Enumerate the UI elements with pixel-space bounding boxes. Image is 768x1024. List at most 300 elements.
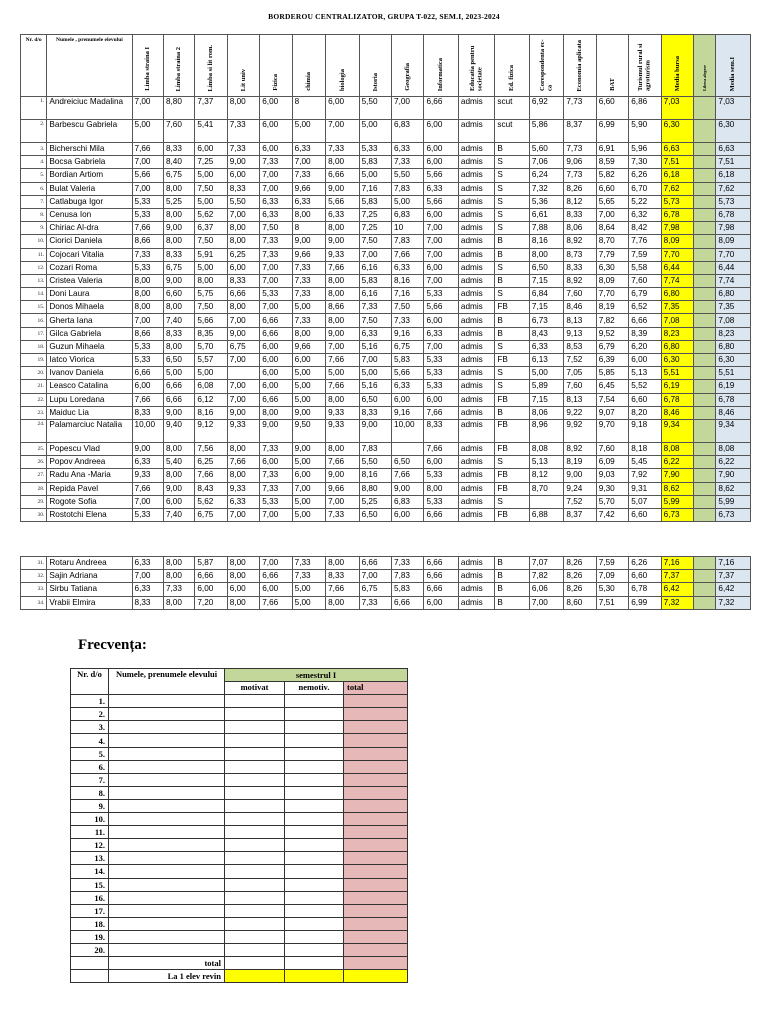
grade-cell <box>694 288 716 301</box>
grade-cell: 6,66 <box>424 570 458 583</box>
student-row <box>21 596 751 609</box>
freq-name-cell[interactable] <box>109 813 225 826</box>
frequency-row <box>71 943 408 956</box>
freq-total-cell[interactable] <box>344 786 408 799</box>
freq-value-cell[interactable] <box>225 891 285 904</box>
freq-total-cell[interactable] <box>344 943 408 956</box>
grade-cell: 6,19 <box>661 380 693 393</box>
grade-cell: 5,16 <box>359 340 391 353</box>
freq-total-cell[interactable] <box>344 826 408 839</box>
grade-cell: 6,33 <box>260 208 292 221</box>
grade-cell: 8,09 <box>716 235 751 248</box>
grade-cell: 7,33 <box>392 557 424 570</box>
grade-cell: 7,00 <box>260 301 292 314</box>
freq-row-number: 5. <box>71 747 109 760</box>
grade-cell: 6,00 <box>629 354 661 367</box>
grade-cell: 7,37 <box>195 97 227 120</box>
frequency-row <box>71 839 408 852</box>
grade-cell: 7,83 <box>392 182 424 195</box>
grade-cell: 5,85 <box>596 367 628 380</box>
freq-total-cell[interactable] <box>344 865 408 878</box>
freq-value-cell[interactable] <box>225 943 285 956</box>
grade-cell: 5,41 <box>195 120 227 143</box>
freq-value-cell[interactable] <box>285 878 344 891</box>
freq-value-cell[interactable] <box>225 917 285 930</box>
freq-total-cell[interactable] <box>344 721 408 734</box>
freq-total-cell[interactable] <box>344 773 408 786</box>
freq-value-cell[interactable] <box>285 957 344 970</box>
grade-cell: 7,16 <box>661 557 693 570</box>
grade-cell: 5,51 <box>716 367 751 380</box>
freq-total-cell[interactable] <box>344 799 408 812</box>
freq-name-cell[interactable] <box>109 721 225 734</box>
name-header: Numele , prenumele elevului <box>47 35 132 97</box>
grade-cell: 5,33 <box>132 261 163 274</box>
freq-name-cell[interactable] <box>109 878 225 891</box>
freq-value-cell[interactable] <box>225 773 285 786</box>
grade-cell: 5,07 <box>629 495 661 508</box>
grade-cell: 8,33 <box>132 406 163 419</box>
grade-cell: 7,03 <box>661 97 693 120</box>
student-name: Gherta Iana <box>47 314 132 327</box>
freq-total-cell[interactable] <box>344 747 408 760</box>
row-number: 27. <box>21 469 47 482</box>
grade-cell: 5,00 <box>359 120 391 143</box>
grade-cell: 7,00 <box>392 97 424 120</box>
row-number: 17. <box>21 327 47 340</box>
grade-cell: 7,33 <box>292 169 325 182</box>
grade-cell: 8,00 <box>163 596 194 609</box>
grade-cell: 7,52 <box>564 495 596 508</box>
subject-header: Limba si lit rom. <box>195 35 227 97</box>
grade-cell: 9,92 <box>564 419 596 442</box>
row-number: 5. <box>21 169 47 182</box>
grade-cell: 6,00 <box>292 354 325 367</box>
row-number: 2. <box>21 120 47 143</box>
freq-value-cell[interactable] <box>285 708 344 721</box>
grade-cell: 7,00 <box>132 156 163 169</box>
freq-row-number: 11. <box>71 826 109 839</box>
grade-cell: 7,08 <box>716 314 751 327</box>
student-row <box>21 495 751 508</box>
grade-cell: 8,16 <box>529 235 563 248</box>
grade-cell: 5,33 <box>359 143 391 156</box>
freq-name-cell[interactable] <box>109 695 225 708</box>
grade-cell: 6,75 <box>195 508 227 521</box>
row-number: 19. <box>21 354 47 367</box>
student-row <box>21 143 751 156</box>
freq-value-cell[interactable] <box>225 839 285 852</box>
grade-cell: 6,99 <box>596 120 628 143</box>
freq-row-number: 8. <box>71 786 109 799</box>
freq-total-cell[interactable] <box>344 878 408 891</box>
student-row <box>21 97 751 120</box>
grade-cell: admis <box>458 182 495 195</box>
grade-cell: 5,73 <box>716 195 751 208</box>
grade-cell: 6,73 <box>661 508 693 521</box>
grade-cell: B <box>495 314 529 327</box>
freq-value-cell[interactable] <box>225 930 285 943</box>
freq-value-cell[interactable] <box>285 904 344 917</box>
grade-cell: 8,00 <box>227 557 259 570</box>
grade-cell: 6,50 <box>359 508 391 521</box>
student-name: Repida Pavel <box>47 482 132 495</box>
grade-cell: 9,07 <box>596 406 628 419</box>
grade-cell: 5,50 <box>227 195 259 208</box>
grade-cell: 5,83 <box>392 354 424 367</box>
grade-cell: S <box>495 222 529 235</box>
freq-total-cell[interactable] <box>344 760 408 773</box>
freq-name-cell[interactable] <box>109 865 225 878</box>
freq-value-cell[interactable] <box>285 917 344 930</box>
grade-cell: 7,00 <box>132 314 163 327</box>
grade-cell: 5,40 <box>163 456 194 469</box>
freq-value-cell[interactable] <box>225 747 285 760</box>
grade-cell <box>694 156 716 169</box>
freq-total-cell[interactable] <box>344 904 408 917</box>
grade-cell: 7,25 <box>359 208 391 221</box>
grade-cell: 5,73 <box>661 195 693 208</box>
grade-cell: 6,09 <box>596 456 628 469</box>
grade-cell: 8,08 <box>661 442 693 455</box>
freq-value-cell[interactable] <box>225 813 285 826</box>
freq-value-cell[interactable] <box>225 957 285 970</box>
grade-cell: S <box>495 495 529 508</box>
grade-cell: S <box>495 182 529 195</box>
freq-name-cell[interactable] <box>109 734 225 747</box>
student-name: Sirbu Tatiana <box>47 583 132 596</box>
grade-cell: 5,30 <box>596 583 628 596</box>
grade-cell: admis <box>458 482 495 495</box>
student-row <box>21 301 751 314</box>
grade-cell: 8,00 <box>163 570 194 583</box>
grade-cell: 8,00 <box>326 596 359 609</box>
row-number: 13. <box>21 274 47 287</box>
grade-cell: admis <box>458 583 495 596</box>
freq-total-cell[interactable] <box>344 970 408 983</box>
freq-value-cell[interactable] <box>285 695 344 708</box>
grade-cell: 6,00 <box>326 97 359 120</box>
student-name: Palamarciuc Natalia <box>47 419 132 442</box>
grade-cell: 5,00 <box>326 367 359 380</box>
grade-cell: 7,66 <box>326 456 359 469</box>
grade-cell: 6,50 <box>359 393 391 406</box>
grade-cell: 6,33 <box>260 195 292 208</box>
freq-value-cell[interactable] <box>225 852 285 865</box>
grade-cell: 6,78 <box>716 393 751 406</box>
grade-cell: 8,46 <box>564 301 596 314</box>
freq-total-cell[interactable] <box>344 813 408 826</box>
grade-cell: B <box>495 557 529 570</box>
grade-cell: 6,33 <box>132 456 163 469</box>
freq-value-cell[interactable] <box>285 734 344 747</box>
grade-cell: 6,66 <box>163 380 194 393</box>
freq-total-cell[interactable] <box>344 891 408 904</box>
freq-value-cell[interactable] <box>285 839 344 852</box>
freq-name-cell[interactable] <box>109 839 225 852</box>
row-number: 6. <box>21 182 47 195</box>
grade-cell: FB <box>495 419 529 442</box>
grade-cell: 7,00 <box>260 508 292 521</box>
grade-cell: 6,83 <box>392 208 424 221</box>
freq-total-cell[interactable] <box>344 734 408 747</box>
grade-cell: 7,54 <box>596 393 628 406</box>
grade-cell: 10,00 <box>392 419 424 442</box>
grade-cell: 7,00 <box>424 274 458 287</box>
grade-cell: 7,79 <box>596 248 628 261</box>
student-name: Iatco Viorica <box>47 354 132 367</box>
student-row <box>21 380 751 393</box>
grade-cell: 6,33 <box>132 557 163 570</box>
nemotivat-header: nemotiv. <box>285 682 344 695</box>
grade-cell: 5,99 <box>716 495 751 508</box>
freq-value-cell[interactable] <box>225 721 285 734</box>
grade-cell <box>694 367 716 380</box>
grade-cell: 7,09 <box>596 570 628 583</box>
grade-cell: 6,00 <box>424 393 458 406</box>
student-name: Rostotchi Elena <box>47 508 132 521</box>
freq-value-cell[interactable] <box>225 970 285 983</box>
freq-name-cell[interactable] <box>109 708 225 721</box>
grade-cell: 7,00 <box>292 482 325 495</box>
grade-cell: 5,51 <box>661 367 693 380</box>
freq-name-cell[interactable] <box>109 826 225 839</box>
freq-value-cell[interactable] <box>285 852 344 865</box>
grade-cell: 9,33 <box>227 419 259 442</box>
freq-row-number: 2. <box>71 708 109 721</box>
freq-value-cell[interactable] <box>225 695 285 708</box>
grade-cell: 7,66 <box>260 596 292 609</box>
grade-cell: 9,18 <box>629 419 661 442</box>
student-row <box>21 120 751 143</box>
freq-name-cell[interactable] <box>109 891 225 904</box>
grade-cell: 7,33 <box>292 288 325 301</box>
grade-cell: admis <box>458 169 495 182</box>
freq-name-cell[interactable] <box>109 904 225 917</box>
grade-cell: 5,22 <box>629 195 661 208</box>
grade-cell: 9,00 <box>163 482 194 495</box>
grade-cell: 8,00 <box>424 482 458 495</box>
grade-cell: 8,00 <box>132 301 163 314</box>
grade-cell: 6,50 <box>163 354 194 367</box>
grade-cell: 7,00 <box>260 182 292 195</box>
grade-cell: 8,33 <box>227 182 259 195</box>
grade-cell: 8,08 <box>529 442 563 455</box>
freq-value-cell[interactable] <box>285 747 344 760</box>
row-number: 25. <box>21 442 47 455</box>
freq-name-cell[interactable] <box>109 773 225 786</box>
grade-cell: 5,33 <box>260 495 292 508</box>
freq-total-cell[interactable] <box>344 930 408 943</box>
student-row <box>21 393 751 406</box>
grade-cell: 8,37 <box>564 508 596 521</box>
row-number: 33. <box>21 583 47 596</box>
grade-cell: B <box>495 406 529 419</box>
freq-row-number: 15. <box>71 878 109 891</box>
freq-value-cell[interactable] <box>225 865 285 878</box>
grade-cell: 8,96 <box>529 419 563 442</box>
grade-cell: admis <box>458 314 495 327</box>
frequency-row <box>71 760 408 773</box>
freq-total-cell[interactable] <box>344 695 408 708</box>
grade-cell: 8,00 <box>326 557 359 570</box>
grade-cell: 5,66 <box>195 314 227 327</box>
student-name: Rotaru Andreea <box>47 557 132 570</box>
grade-cell: 8,66 <box>132 235 163 248</box>
grade-cell: 5,50 <box>392 169 424 182</box>
freq-name-cell[interactable] <box>109 760 225 773</box>
grade-cell: 6,13 <box>529 354 563 367</box>
student-name: Cenusa Ion <box>47 208 132 221</box>
student-name: Cojocari Vitalia <box>47 248 132 261</box>
grade-cell: 8,00 <box>227 222 259 235</box>
grade-cell: 5,82 <box>596 169 628 182</box>
student-name: Popov Andreea <box>47 456 132 469</box>
grade-cell: 9,00 <box>392 482 424 495</box>
grade-cell: 5,83 <box>359 156 391 169</box>
freq-name-cell[interactable] <box>109 943 225 956</box>
freq-value-cell[interactable] <box>285 943 344 956</box>
grade-cell: 5,00 <box>292 380 325 393</box>
grade-cell: 8,16 <box>195 406 227 419</box>
student-name: Bordian Artiom <box>47 169 132 182</box>
freq-value-cell[interactable] <box>285 865 344 878</box>
grade-cell: 7,66 <box>132 482 163 495</box>
grade-cell: 6,00 <box>163 495 194 508</box>
grade-cell: 6,25 <box>195 456 227 469</box>
freq-total-cell[interactable] <box>344 708 408 721</box>
grade-cell: 6,00 <box>260 583 292 596</box>
grade-cell: 7,56 <box>195 442 227 455</box>
grade-cell: 9,16 <box>392 327 424 340</box>
grade-cell: S <box>495 195 529 208</box>
grade-cell: 9,00 <box>326 469 359 482</box>
grade-cell: 6,66 <box>424 557 458 570</box>
grade-cell: 7,82 <box>596 314 628 327</box>
freq-total-cell[interactable] <box>344 839 408 852</box>
grade-cell: 7,33 <box>292 314 325 327</box>
freq-name-cell[interactable] <box>109 930 225 943</box>
grade-cell <box>694 419 716 442</box>
grade-cell: 7,74 <box>716 274 751 287</box>
grade-cell: admis <box>458 469 495 482</box>
row-number: 30. <box>21 508 47 521</box>
grade-cell: 8,12 <box>564 195 596 208</box>
freq-value-cell[interactable] <box>285 930 344 943</box>
subject-header: biologia <box>326 35 359 97</box>
grade-cell <box>694 195 716 208</box>
subject-header: Geografia <box>392 35 424 97</box>
grade-cell: B <box>495 274 529 287</box>
subject-header: BAT <box>596 35 628 97</box>
freq-value-cell[interactable] <box>285 970 344 983</box>
grade-cell: 8,33 <box>163 327 194 340</box>
grade-cell: 9,00 <box>227 406 259 419</box>
grade-cell: 5,90 <box>629 120 661 143</box>
grade-cell: 5,00 <box>292 596 325 609</box>
grade-cell: 8,00 <box>227 469 259 482</box>
grade-cell: 7,50 <box>260 222 292 235</box>
grade-cell: 6,08 <box>195 380 227 393</box>
freq-value-cell[interactable] <box>285 760 344 773</box>
grade-cell: 8 <box>292 222 325 235</box>
freq-value-cell[interactable] <box>285 891 344 904</box>
grade-cell: admis <box>458 406 495 419</box>
freq-value-cell[interactable] <box>285 826 344 839</box>
freq-total-cell[interactable] <box>344 917 408 930</box>
student-row <box>21 419 751 442</box>
grade-cell: 7,37 <box>716 570 751 583</box>
grade-cell: 9,00 <box>163 222 194 235</box>
grade-cell: 8,00 <box>227 97 259 120</box>
freq-name-cell[interactable] <box>109 799 225 812</box>
grade-cell: 7,62 <box>716 182 751 195</box>
grade-cell: 8,33 <box>163 248 194 261</box>
grade-cell: 5,00 <box>292 367 325 380</box>
freq-value-cell[interactable] <box>225 878 285 891</box>
subject-header: Corespondenta ec-ca <box>529 35 563 97</box>
grade-cell: 6,00 <box>424 120 458 143</box>
grade-cell: 7,33 <box>132 248 163 261</box>
freq-value-cell[interactable] <box>285 813 344 826</box>
grade-cell: 7,98 <box>716 222 751 235</box>
student-row <box>21 354 751 367</box>
freq-value-cell[interactable] <box>225 799 285 812</box>
freq-total-cell[interactable] <box>344 957 408 970</box>
grade-cell: 9,00 <box>163 406 194 419</box>
grade-cell: 8,00 <box>227 442 259 455</box>
grade-cell: 5,00 <box>195 169 227 182</box>
student-name: Donos Mihaela <box>47 301 132 314</box>
freq-name-cell[interactable] <box>109 786 225 799</box>
freq-name-cell[interactable] <box>109 852 225 865</box>
grade-cell: 5,62 <box>195 208 227 221</box>
grade-cell: 7,33 <box>227 120 259 143</box>
grade-cell: 8,00 <box>227 596 259 609</box>
grade-cell: 7,66 <box>392 469 424 482</box>
freq-value-cell[interactable] <box>225 734 285 747</box>
freq-name-cell[interactable] <box>109 747 225 760</box>
grade-cell: B <box>495 596 529 609</box>
freq-value-cell[interactable] <box>225 786 285 799</box>
grade-cell: 8,00 <box>292 208 325 221</box>
grade-cell: 7,00 <box>227 380 259 393</box>
grade-cell: 7,33 <box>392 156 424 169</box>
freq-value-cell[interactable] <box>285 799 344 812</box>
row-number: 29. <box>21 495 47 508</box>
freq-value-cell[interactable] <box>225 760 285 773</box>
freq-value-cell[interactable] <box>285 773 344 786</box>
freq-value-cell[interactable] <box>285 721 344 734</box>
grade-cell: 7,33 <box>163 583 194 596</box>
row-number: 15. <box>21 301 47 314</box>
grade-cell: 7,33 <box>326 143 359 156</box>
grade-cell: 5,36 <box>529 195 563 208</box>
grade-cell: 7,32 <box>716 596 751 609</box>
grade-cell: 5,96 <box>629 143 661 156</box>
grade-cell: 7,50 <box>195 182 227 195</box>
freq-value-cell[interactable] <box>225 826 285 839</box>
grade-cell: admis <box>458 354 495 367</box>
grade-cell: 6,42 <box>716 583 751 596</box>
freq-value-cell[interactable] <box>285 786 344 799</box>
freq-name-cell[interactable] <box>109 917 225 930</box>
freq-value-cell[interactable] <box>225 904 285 917</box>
grade-cell: 5,65 <box>596 195 628 208</box>
grade-cell: 9,31 <box>629 482 661 495</box>
freq-total-cell[interactable] <box>344 852 408 865</box>
freq-value-cell[interactable] <box>225 708 285 721</box>
